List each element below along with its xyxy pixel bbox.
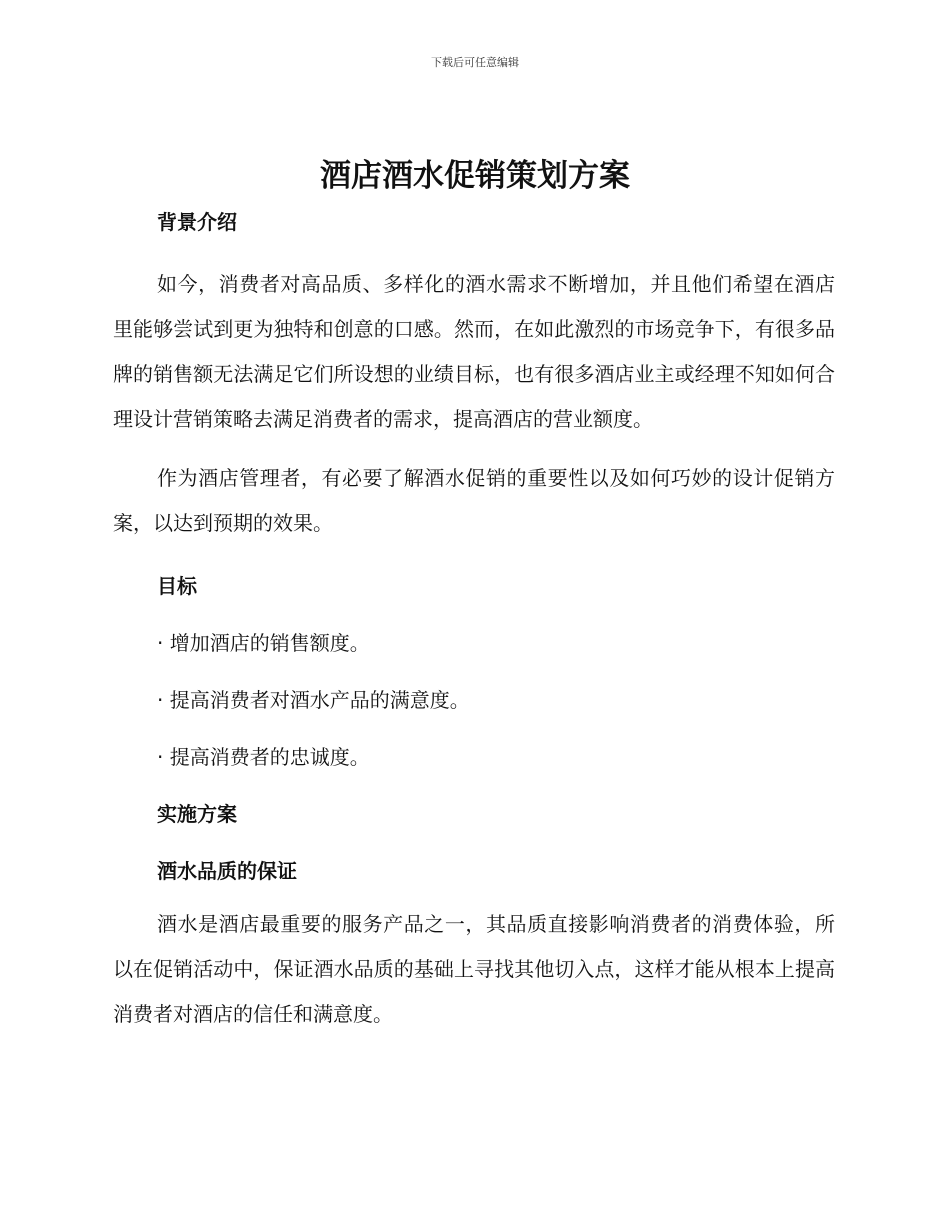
document-title: 酒店酒水促销策划方案 [320, 158, 630, 194]
quality-paragraph: 酒水是酒店最重要的服务产品之一，其品质直接影响消费者的消费体验，所以在促销活动中，保证酒水品质的基础上寻找其他切入点，这样才能从根本上提高消费者对酒店的信任和满意度。 [113, 912, 835, 1026]
section-heading-background: 背景介绍 [157, 210, 237, 234]
section-heading-implementation: 实施方案 [157, 802, 237, 826]
goal-item-3: · 提高消费者的忠诚度。 [157, 745, 370, 769]
goal-item-1: · 增加酒店的销售额度。 [157, 631, 370, 655]
background-paragraph-2: 作为酒店管理者，有必要了解酒水促销的重要性以及如何巧妙的设计促销方案，以达到预期的效果。 [113, 466, 835, 535]
background-paragraph-1: 如今，消费者对高品质、多样化的酒水需求不断增加，并且他们希望在酒店里能够尝试到更为独特和创意的口感。然而，在如此激烈的市场竞争下，有很多品牌的销售额无法满足它们所设想的业绩目标，也有很多酒店业主或经理不知如何合理设计营销策略去满足消费者的需求，提高酒店的营业额度。 [113, 272, 835, 431]
section-heading-goals: 目标 [157, 574, 197, 598]
goal-item-2: · 提高消费者对酒水产品的满意度。 [157, 688, 470, 712]
document-body [113, 205, 835, 1037]
header-note: 下载后可任意编辑 [431, 56, 519, 69]
subsection-heading-quality: 酒水品质的保证 [157, 859, 297, 883]
